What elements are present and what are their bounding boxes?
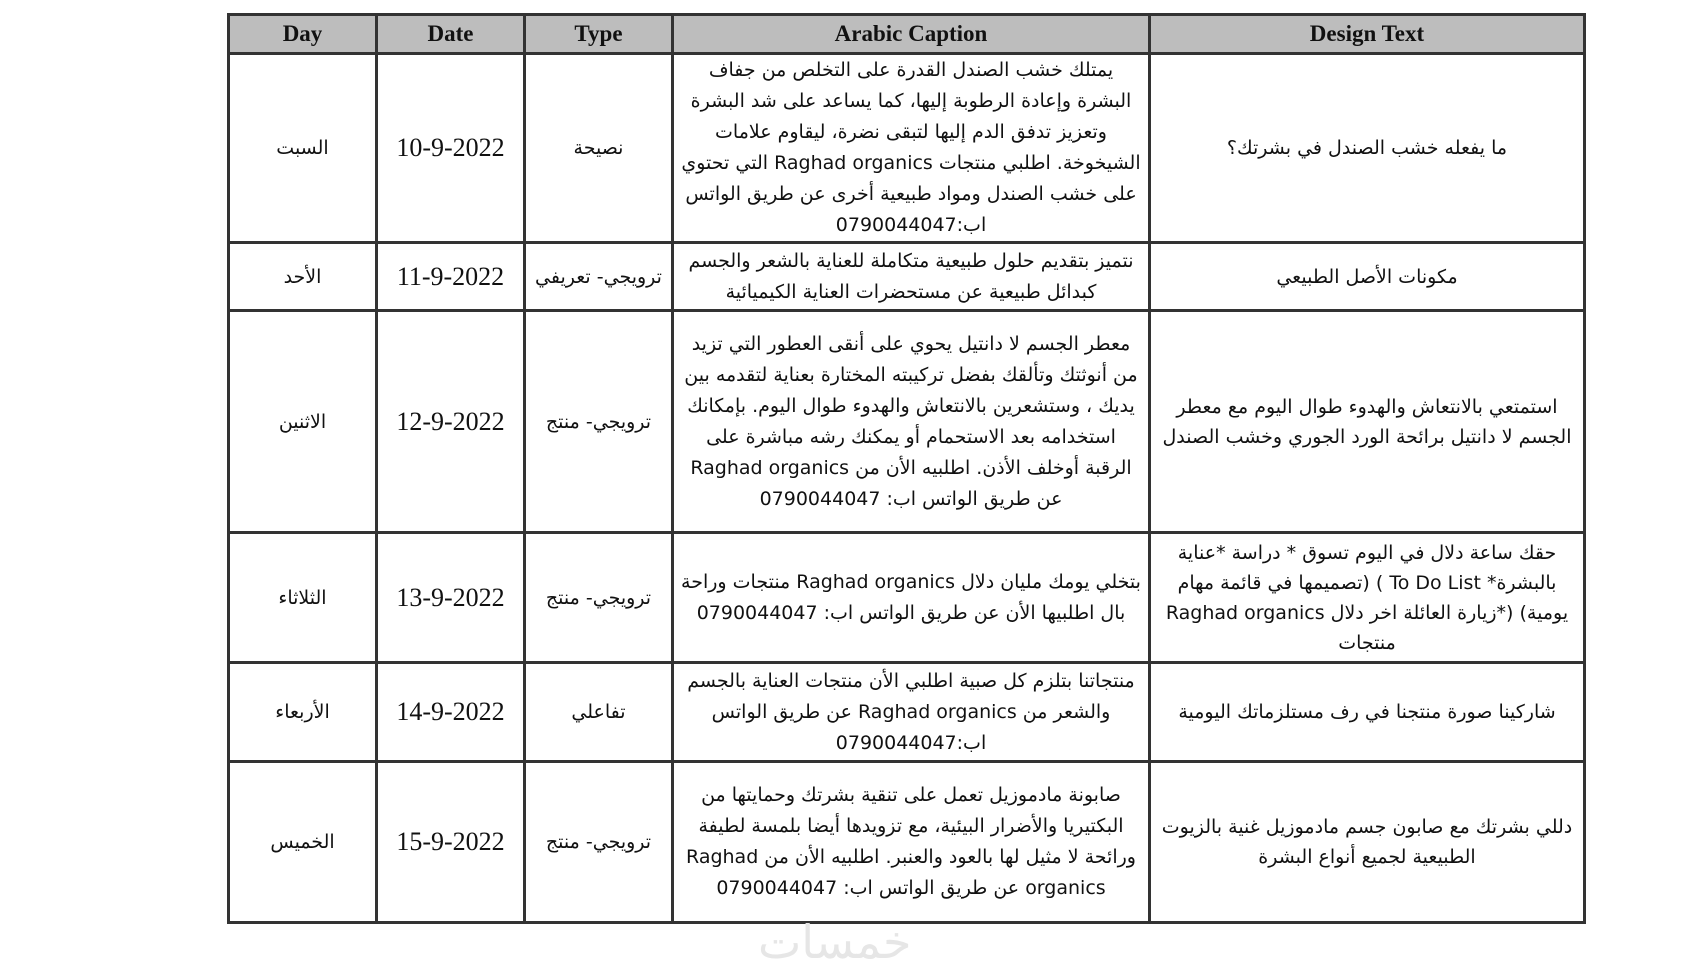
day-cell: السبت <box>229 54 377 243</box>
table-row <box>229 762 1585 923</box>
day-cell: الخميس <box>229 762 377 923</box>
header-design-text: Design Text <box>1150 15 1585 54</box>
date-cell: 12-9-2022 <box>377 311 525 533</box>
design-text-cell: استمتعي بالانتعاش والهدوء طوال اليوم مع معطر الجسم لا دانتيل برائحة الورد الجوري وخشب الصندل <box>1150 311 1585 533</box>
design-text-cell: شاركينا صورة منتجنا في رف مستلزماتك اليومية <box>1150 663 1585 762</box>
header-arabic-caption: Arabic Caption <box>673 15 1150 54</box>
content-plan-table <box>227 13 1586 924</box>
table-row <box>229 663 1585 762</box>
caption-cell: معطر الجسم لا دانتيل يحوي على أنقى العطور التي تزيد من أنوثتك وتألقك بفضل تركيبته المختارة بعناية لتقدمه بين يديك ، وستشعرين بالانتعاش والهدوء طوال اليوم. بإمكانك استخدامه بعد الاستحمام أو يمكنك رشه مباشرة على الرقبة أوخلف الأذن. اطلبيه الأن من Raghad organics عن طريق الواتس اب: 0790044047 <box>673 311 1150 533</box>
caption-cell: نتميز بتقديم حلول طبيعية متكاملة للعناية بالشعر والجسم كبدائل طبيعية عن مستحضرات العناية الكيميائية <box>673 243 1150 311</box>
type-cell: نصيحة <box>525 54 673 243</box>
header-type: Type <box>525 15 673 54</box>
date-cell: 11-9-2022 <box>377 243 525 311</box>
caption-cell: يمتلك خشب الصندل القدرة على التخلص من جفاف البشرة وإعادة الرطوبة إليها، كما يساعد على شد البشرة وتعزيز تدفق الدم إليها لتبقى نضرة، ليقاوم علامات الشيخوخة. اطلبي منتجات Raghad organics التي تحتوي على خشب الصندل ومواد طبيعية أخرى عن طريق الواتس اب:0790044047 <box>673 54 1150 243</box>
design-text-cell: حقك ساعة دلال في اليوم تسوق * دراسة *عناية بالبشرة* To Do List ) (تصميمها في قائمة مهام يومية) (*زيارة العائلة اخر دلال Raghad organics منتجات <box>1150 533 1585 663</box>
table-row <box>229 533 1585 663</box>
design-text-cell: دللي بشرتك مع صابون جسم مادموزيل غنية بالزيوت الطبيعية لجميع أنواع البشرة <box>1150 762 1585 923</box>
design-text-cell: مكونات الأصل الطبيعي <box>1150 243 1585 311</box>
caption-cell: منتجاتنا بتلزم كل صبية اطلبي الأن منتجات العناية بالجسم والشعر من Raghad organics عن طريق الواتس اب:0790044047 <box>673 663 1150 762</box>
table-row <box>229 311 1585 533</box>
table-row <box>229 54 1585 243</box>
caption-cell: صابونة مادموزيل تعمل على تنقية بشرتك وحمايتها من البكتيريا والأضرار البيئية، مع تزويدها أيضا بلمسة لطيفة ورائحة لا مثيل لها بالعود والعنبر. اطلبيه الأن من Raghad organics عن طريق الواتس اب: 0790044047 <box>673 762 1150 923</box>
type-cell: ترويجي- منتج <box>525 533 673 663</box>
date-cell: 14-9-2022 <box>377 663 525 762</box>
content-plan-sheet <box>227 13 1586 924</box>
header-date: Date <box>377 15 525 54</box>
date-cell: 15-9-2022 <box>377 762 525 923</box>
table-row <box>229 243 1585 311</box>
header-day: Day <box>229 15 377 54</box>
type-cell: ترويجي- تعريفي <box>525 243 673 311</box>
day-cell: الأحد <box>229 243 377 311</box>
date-cell: 13-9-2022 <box>377 533 525 663</box>
day-cell: الثلاثاء <box>229 533 377 663</box>
watermark-logo: خمسات <box>758 915 912 969</box>
type-cell: ترويجي- منتج <box>525 762 673 923</box>
date-cell: 10-9-2022 <box>377 54 525 243</box>
day-cell: الاثنين <box>229 311 377 533</box>
design-text-cell: ما يفعله خشب الصندل في بشرتك؟ <box>1150 54 1585 243</box>
day-cell: الأربعاء <box>229 663 377 762</box>
header-row <box>229 15 1585 54</box>
type-cell: ترويجي- منتج <box>525 311 673 533</box>
caption-cell: بتخلي يومك مليان دلال Raghad organics منتجات وراحة بال اطلبيها الأن عن طريق الواتس اب: 0790044047 <box>673 533 1150 663</box>
type-cell: تفاعلي <box>525 663 673 762</box>
